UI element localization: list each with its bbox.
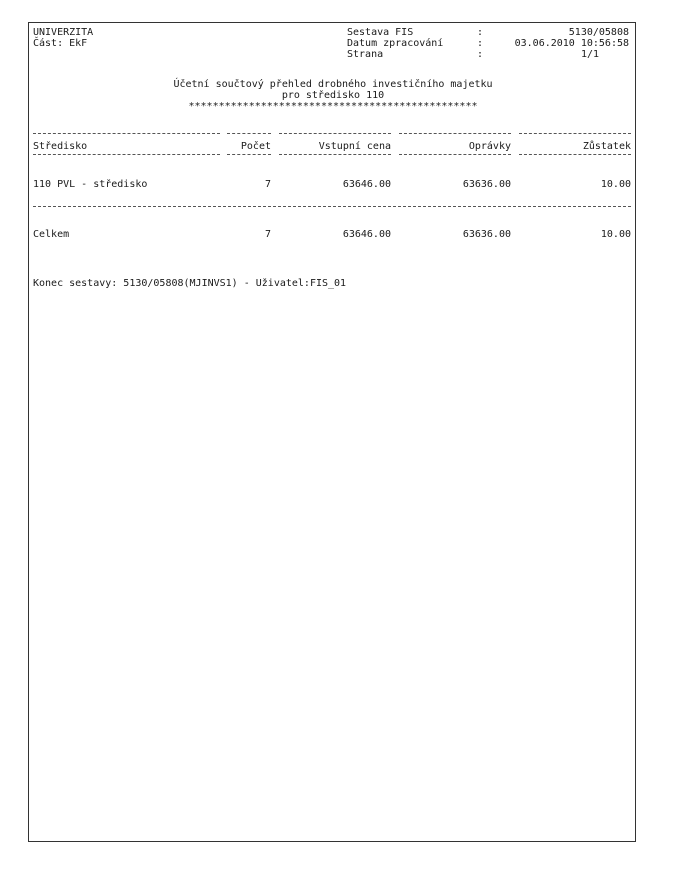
header-rule-top-col3 [279, 133, 391, 134]
meta-sep-page: : [477, 49, 484, 60]
total-separator-rule [33, 206, 631, 207]
meta-sep-report: : [477, 27, 484, 38]
header-rule-top-col4 [399, 133, 511, 134]
header-rule-bottom-col4 [399, 154, 511, 155]
header-rule-bottom-col3 [279, 154, 391, 155]
col-header-count: Počet [240, 141, 271, 152]
header-rule-top-col5 [519, 133, 631, 134]
report-title: Účetní součtový přehled drobného investičního majetku [173, 79, 493, 90]
meta-value-report: 5130/05808 [568, 27, 629, 38]
total-label: Celkem [33, 229, 70, 240]
title-underline-stars: ************************************************ [188, 101, 478, 112]
part-label: Část: EkF [33, 38, 88, 49]
meta-label-date: Datum zpracování [347, 38, 444, 49]
meta-value-page: 1/1 [580, 49, 599, 60]
meta-sep-date: : [477, 38, 484, 49]
meta-label-report: Sestava FIS [347, 27, 414, 38]
col-header-entry-price: Vstupní cena [318, 141, 391, 152]
meta-value-date: 03.06.2010 10:56:58 [514, 38, 629, 49]
row-balance: 10.00 [600, 179, 631, 190]
row-count: 7 [264, 179, 271, 190]
report-page [28, 22, 636, 842]
row-center-name: 110 PVL - středisko [33, 179, 148, 190]
col-header-center: Středisko [33, 141, 88, 152]
total-count: 7 [264, 229, 271, 240]
header-rule-bottom-col2 [227, 154, 271, 155]
header-rule-bottom-col5 [519, 154, 631, 155]
header-rule-top-col1 [33, 133, 220, 134]
report-subtitle: pro středisko 110 [281, 90, 385, 101]
total-entry-price: 63646.00 [342, 229, 391, 240]
col-header-balance: Zůstatek [582, 141, 631, 152]
org-name: UNIVERZITA [33, 27, 94, 38]
total-depreciation: 63636.00 [462, 229, 511, 240]
header-rule-bottom-col1 [33, 154, 220, 155]
report-end-line: Konec sestavy: 5130/05808(MJINVS1) - Uživatel:FIS_01 [33, 278, 347, 289]
col-header-depreciation: Oprávky [468, 141, 511, 152]
header-rule-top-col2 [227, 133, 271, 134]
meta-label-page: Strana [347, 49, 384, 60]
row-depreciation: 63636.00 [462, 179, 511, 190]
row-entry-price: 63646.00 [342, 179, 391, 190]
total-balance: 10.00 [600, 229, 631, 240]
